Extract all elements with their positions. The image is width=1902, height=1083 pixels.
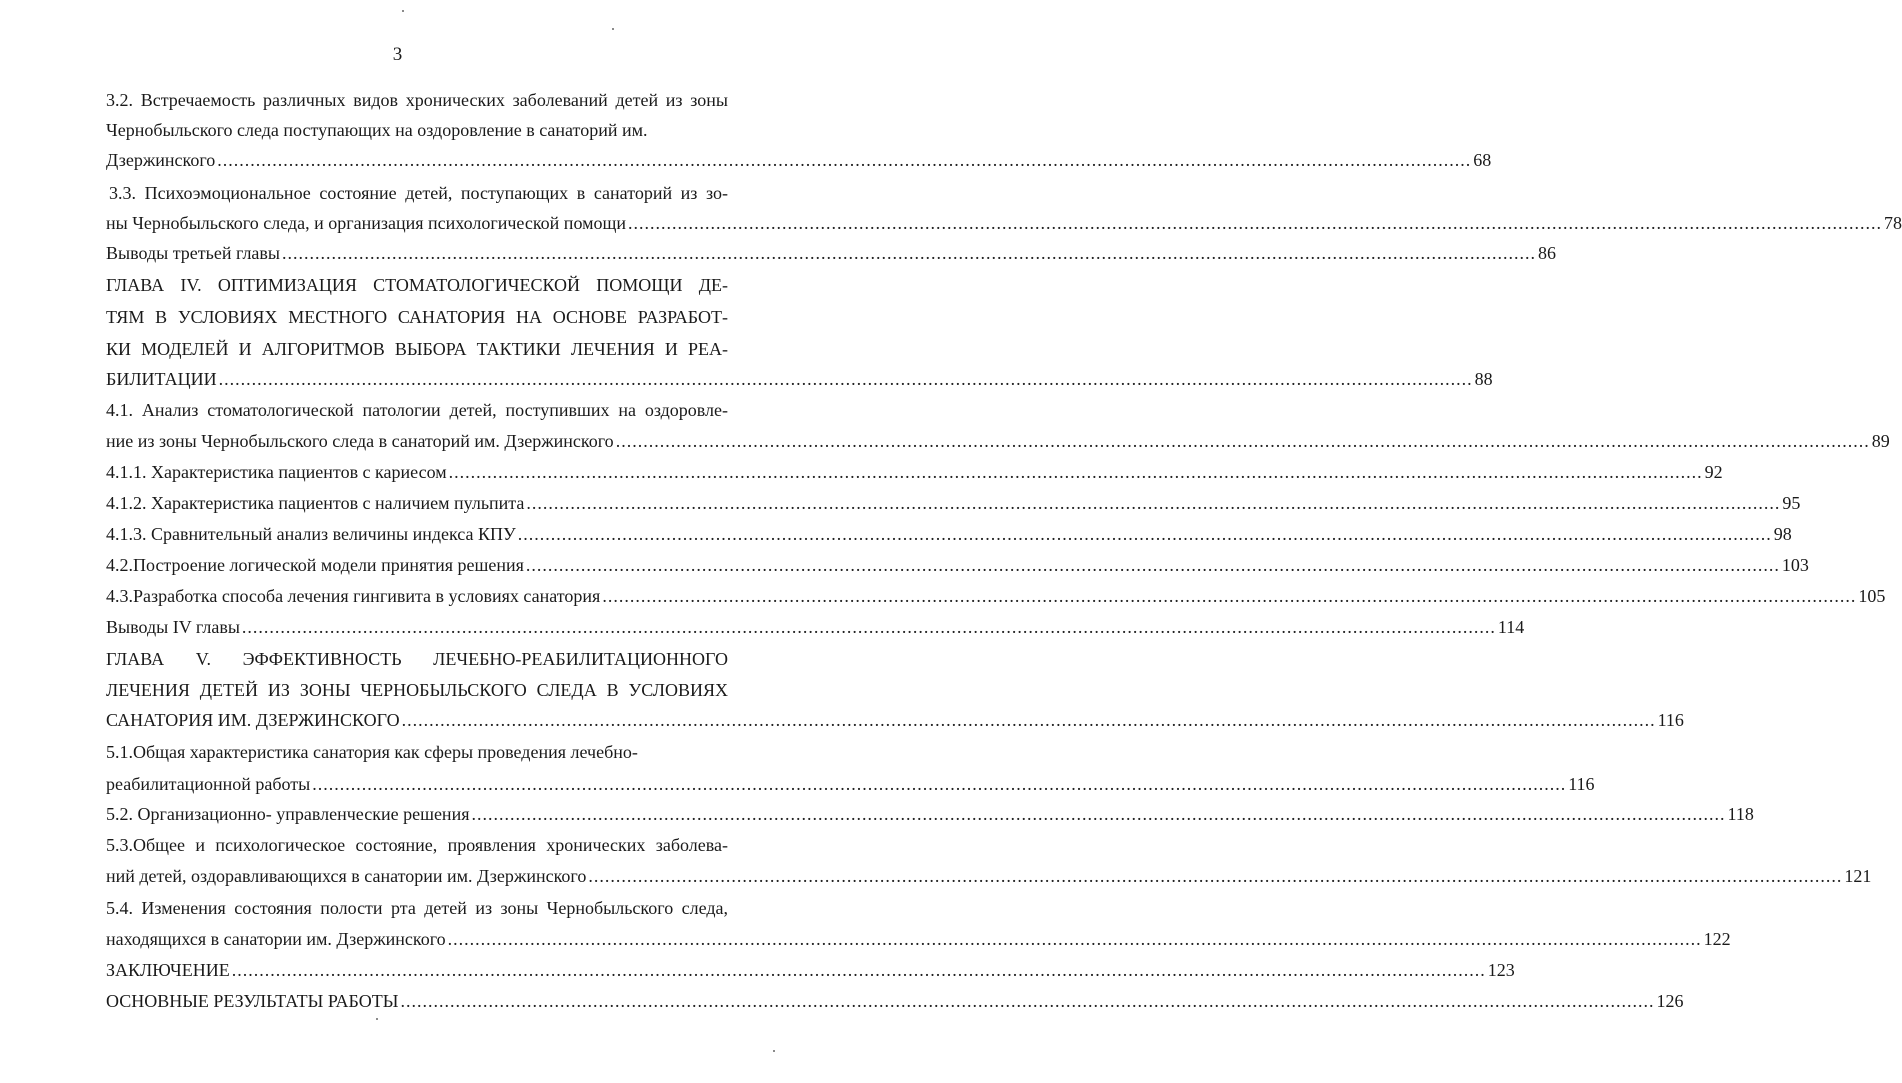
- toc-leader-dots: ....................................................................................................................................................................................................................................: [627, 213, 1882, 233]
- scan-speck: [376, 1018, 378, 1020]
- toc-entry-title: Выводы IV главы: [106, 617, 240, 637]
- toc-entry-4-3: [106, 584, 1886, 608]
- toc-chapter-5-a: ГЛАВА V. ЭФФЕКТИВНОСТЬ ЛЕЧЕБНО-РЕАБИЛИТАЦИОННОГО: [106, 649, 728, 669]
- toc-leader-dots: ....................................................................................................................................................................................................................................: [218, 369, 1473, 389]
- toc-leader-dots: ....................................................................................................................................................................................................................................: [241, 617, 1496, 637]
- toc-leader-dots: ....................................................................................................................................................................................................................................: [448, 462, 1703, 482]
- toc-entry-conclusions-3: [106, 241, 1557, 265]
- toc-page-number: 88: [1474, 369, 1493, 389]
- toc-page-number: 78: [1883, 213, 1902, 233]
- scan-speck: [612, 28, 614, 30]
- toc-leader-dots: ....................................................................................................................................................................................................................................: [615, 431, 1870, 451]
- toc-entry-title: реабилитационной работы: [106, 774, 311, 794]
- toc-entry-title: ние из зоны Чернобыльского следа в санаторий им. Дзержинского: [106, 431, 614, 451]
- toc-chapter-5-b: ЛЕЧЕНИЯ ДЕТЕЙ ИЗ ЗОНЫ ЧЕРНОБЫЛЬСКОГО СЛЕДА В УСЛОВИЯХ: [106, 680, 728, 700]
- toc-page-number: 86: [1538, 243, 1557, 263]
- toc-leader-dots: ....................................................................................................................................................................................................................................: [588, 866, 1843, 886]
- toc-chapter-4-a: ГЛАВА IV. ОПТИМИЗАЦИЯ СТОМАТОЛОГИЧЕСКОЙ ПОМОЩИ ДЕ-: [106, 275, 728, 295]
- toc-page-number: 92: [1704, 462, 1723, 482]
- toc-entry-3-2: [106, 148, 1492, 172]
- toc-leader-dots: ....................................................................................................................................................................................................................................: [312, 774, 1567, 794]
- toc-entry-chapter-5: [106, 708, 1684, 732]
- toc-page-number: 121: [1844, 866, 1872, 886]
- toc-entry-title: САНАТОРИЯ ИМ. ДЗЕРЖИНСКОГО: [106, 710, 400, 730]
- toc-entry-title: ны Чернобыльского следа, и организация психологической помощи: [106, 213, 626, 233]
- toc-entry-4-1-2: [106, 491, 1801, 515]
- scan-speck: [773, 1050, 775, 1052]
- toc-leader-dots: ....................................................................................................................................................................................................................................: [526, 493, 1781, 513]
- toc-leader-dots: ....................................................................................................................................................................................................................................: [447, 929, 1702, 949]
- toc-leader-dots: ....................................................................................................................................................................................................................................: [471, 804, 1726, 824]
- toc-entry-title: ЗАКЛЮЧЕНИЕ: [106, 960, 230, 980]
- page-number: 3: [392, 44, 403, 65]
- toc-line-5-4-a: 5.4. Изменения состояния полости рта детей из зоны Чернобыльского следа,: [106, 898, 728, 918]
- toc-entry-title: 4.2.Построение логической модели принятия решения: [106, 555, 524, 575]
- toc-entry-conclusions-4: [106, 615, 1525, 639]
- toc-entry-conclusion: [106, 958, 1515, 982]
- toc-page-number: 116: [1657, 710, 1684, 730]
- toc-leader-dots: ....................................................................................................................................................................................................................................: [400, 991, 1655, 1011]
- toc-leader-dots: ....................................................................................................................................................................................................................................: [525, 555, 1780, 575]
- toc-entry-4-1: [106, 429, 1890, 453]
- toc-page-number: 126: [1656, 991, 1684, 1011]
- toc-leader-dots: ....................................................................................................................................................................................................................................: [602, 586, 1857, 606]
- toc-page-number: 98: [1773, 524, 1792, 544]
- toc-chapter-4-c: КИ МОДЕЛЕЙ И АЛГОРИТМОВ ВЫБОРА ТАКТИКИ ЛЕЧЕНИЯ И РЕА-: [106, 339, 728, 359]
- toc-line-5-3-a: 5.3.Общее и психологическое состояние, проявления хронических заболева-: [106, 835, 728, 855]
- toc-entry-5-3: [106, 864, 1872, 888]
- toc-entry-4-1-1: [106, 460, 1723, 484]
- toc-entry-title: 4.1.3. Сравнительный анализ величины индекса КПУ: [106, 524, 516, 544]
- toc-leader-dots: ....................................................................................................................................................................................................................................: [517, 524, 1772, 544]
- toc-entry-5-4: [106, 927, 1731, 951]
- toc-chapter-4-b: ТЯМ В УСЛОВИЯХ МЕСТНОГО САНАТОРИЯ НА ОСНОВЕ РАЗРАБОТ-: [106, 307, 728, 327]
- toc-entry-4-1-3: [106, 522, 1792, 546]
- toc-entry-title: ний детей, оздоравливающихся в санатории им. Дзержинского: [106, 866, 587, 886]
- toc-page-number: 122: [1703, 929, 1731, 949]
- toc-entry-title: Дзержинского: [106, 150, 216, 170]
- toc-page-number: 68: [1473, 150, 1492, 170]
- toc-line-5-1-a: 5.1.Общая характеристика санатория как сферы проведения лечебно-: [106, 742, 638, 762]
- toc-entry-title: находящихся в санатории им. Дзержинского: [106, 929, 446, 949]
- toc-page-number: 118: [1727, 804, 1754, 824]
- toc-page-number: 123: [1487, 960, 1515, 980]
- toc-entry-title: 4.3.Разработка способа лечения гингивита в условиях санатория: [106, 586, 601, 606]
- toc-entry-title: ОСНОВНЫЕ РЕЗУЛЬТАТЫ РАБОТЫ: [106, 991, 399, 1011]
- toc-leader-dots: ....................................................................................................................................................................................................................................: [231, 960, 1486, 980]
- toc-page-number: 103: [1781, 555, 1809, 575]
- toc-page-number: 95: [1782, 493, 1801, 513]
- toc-entry-title: 4.1.2. Характеристика пациентов с наличием пульпита: [106, 493, 525, 513]
- toc-leader-dots: ....................................................................................................................................................................................................................................: [401, 710, 1656, 730]
- toc-entry-4-2: [106, 553, 1809, 577]
- toc-leader-dots: ....................................................................................................................................................................................................................................: [282, 243, 1537, 263]
- toc-entry-title: 5.2. Организационно- управленческие решения: [106, 804, 470, 824]
- toc-line-3-2-b: Чернобыльского следа поступающих на оздоровление в санаторий им.: [106, 120, 648, 140]
- toc-page-number: 116: [1568, 774, 1595, 794]
- toc-entry-chapter-4: [106, 367, 1493, 391]
- toc-entry-5-2: [106, 802, 1754, 826]
- toc-entry-title: БИЛИТАЦИИ: [106, 369, 217, 389]
- toc-entry-3-3: [106, 211, 1902, 235]
- toc-entry-main-results: [106, 989, 1684, 1013]
- toc-page-number: 105: [1858, 586, 1886, 606]
- toc-page-number: 89: [1871, 431, 1890, 451]
- scan-speck: [402, 10, 404, 12]
- toc-entry-title: Выводы третьей главы: [106, 243, 281, 263]
- toc-line-4-1-a: 4.1. Анализ стоматологической патологии детей, поступивших на оздоровле-: [106, 400, 728, 420]
- toc-page-number: 114: [1497, 617, 1525, 637]
- toc-leader-dots: ....................................................................................................................................................................................................................................: [217, 150, 1472, 170]
- toc-line-3-2-a: 3.2. Встречаемость различных видов хронических заболеваний детей из зоны: [106, 90, 728, 110]
- toc-entry-title: 4.1.1. Характеристика пациентов с кариесом: [106, 462, 447, 482]
- toc-line-3-3-a: 3.3. Психоэмоциональное состояние детей, поступающих в санаторий из зо-: [109, 183, 728, 203]
- toc-entry-5-1: [106, 772, 1595, 796]
